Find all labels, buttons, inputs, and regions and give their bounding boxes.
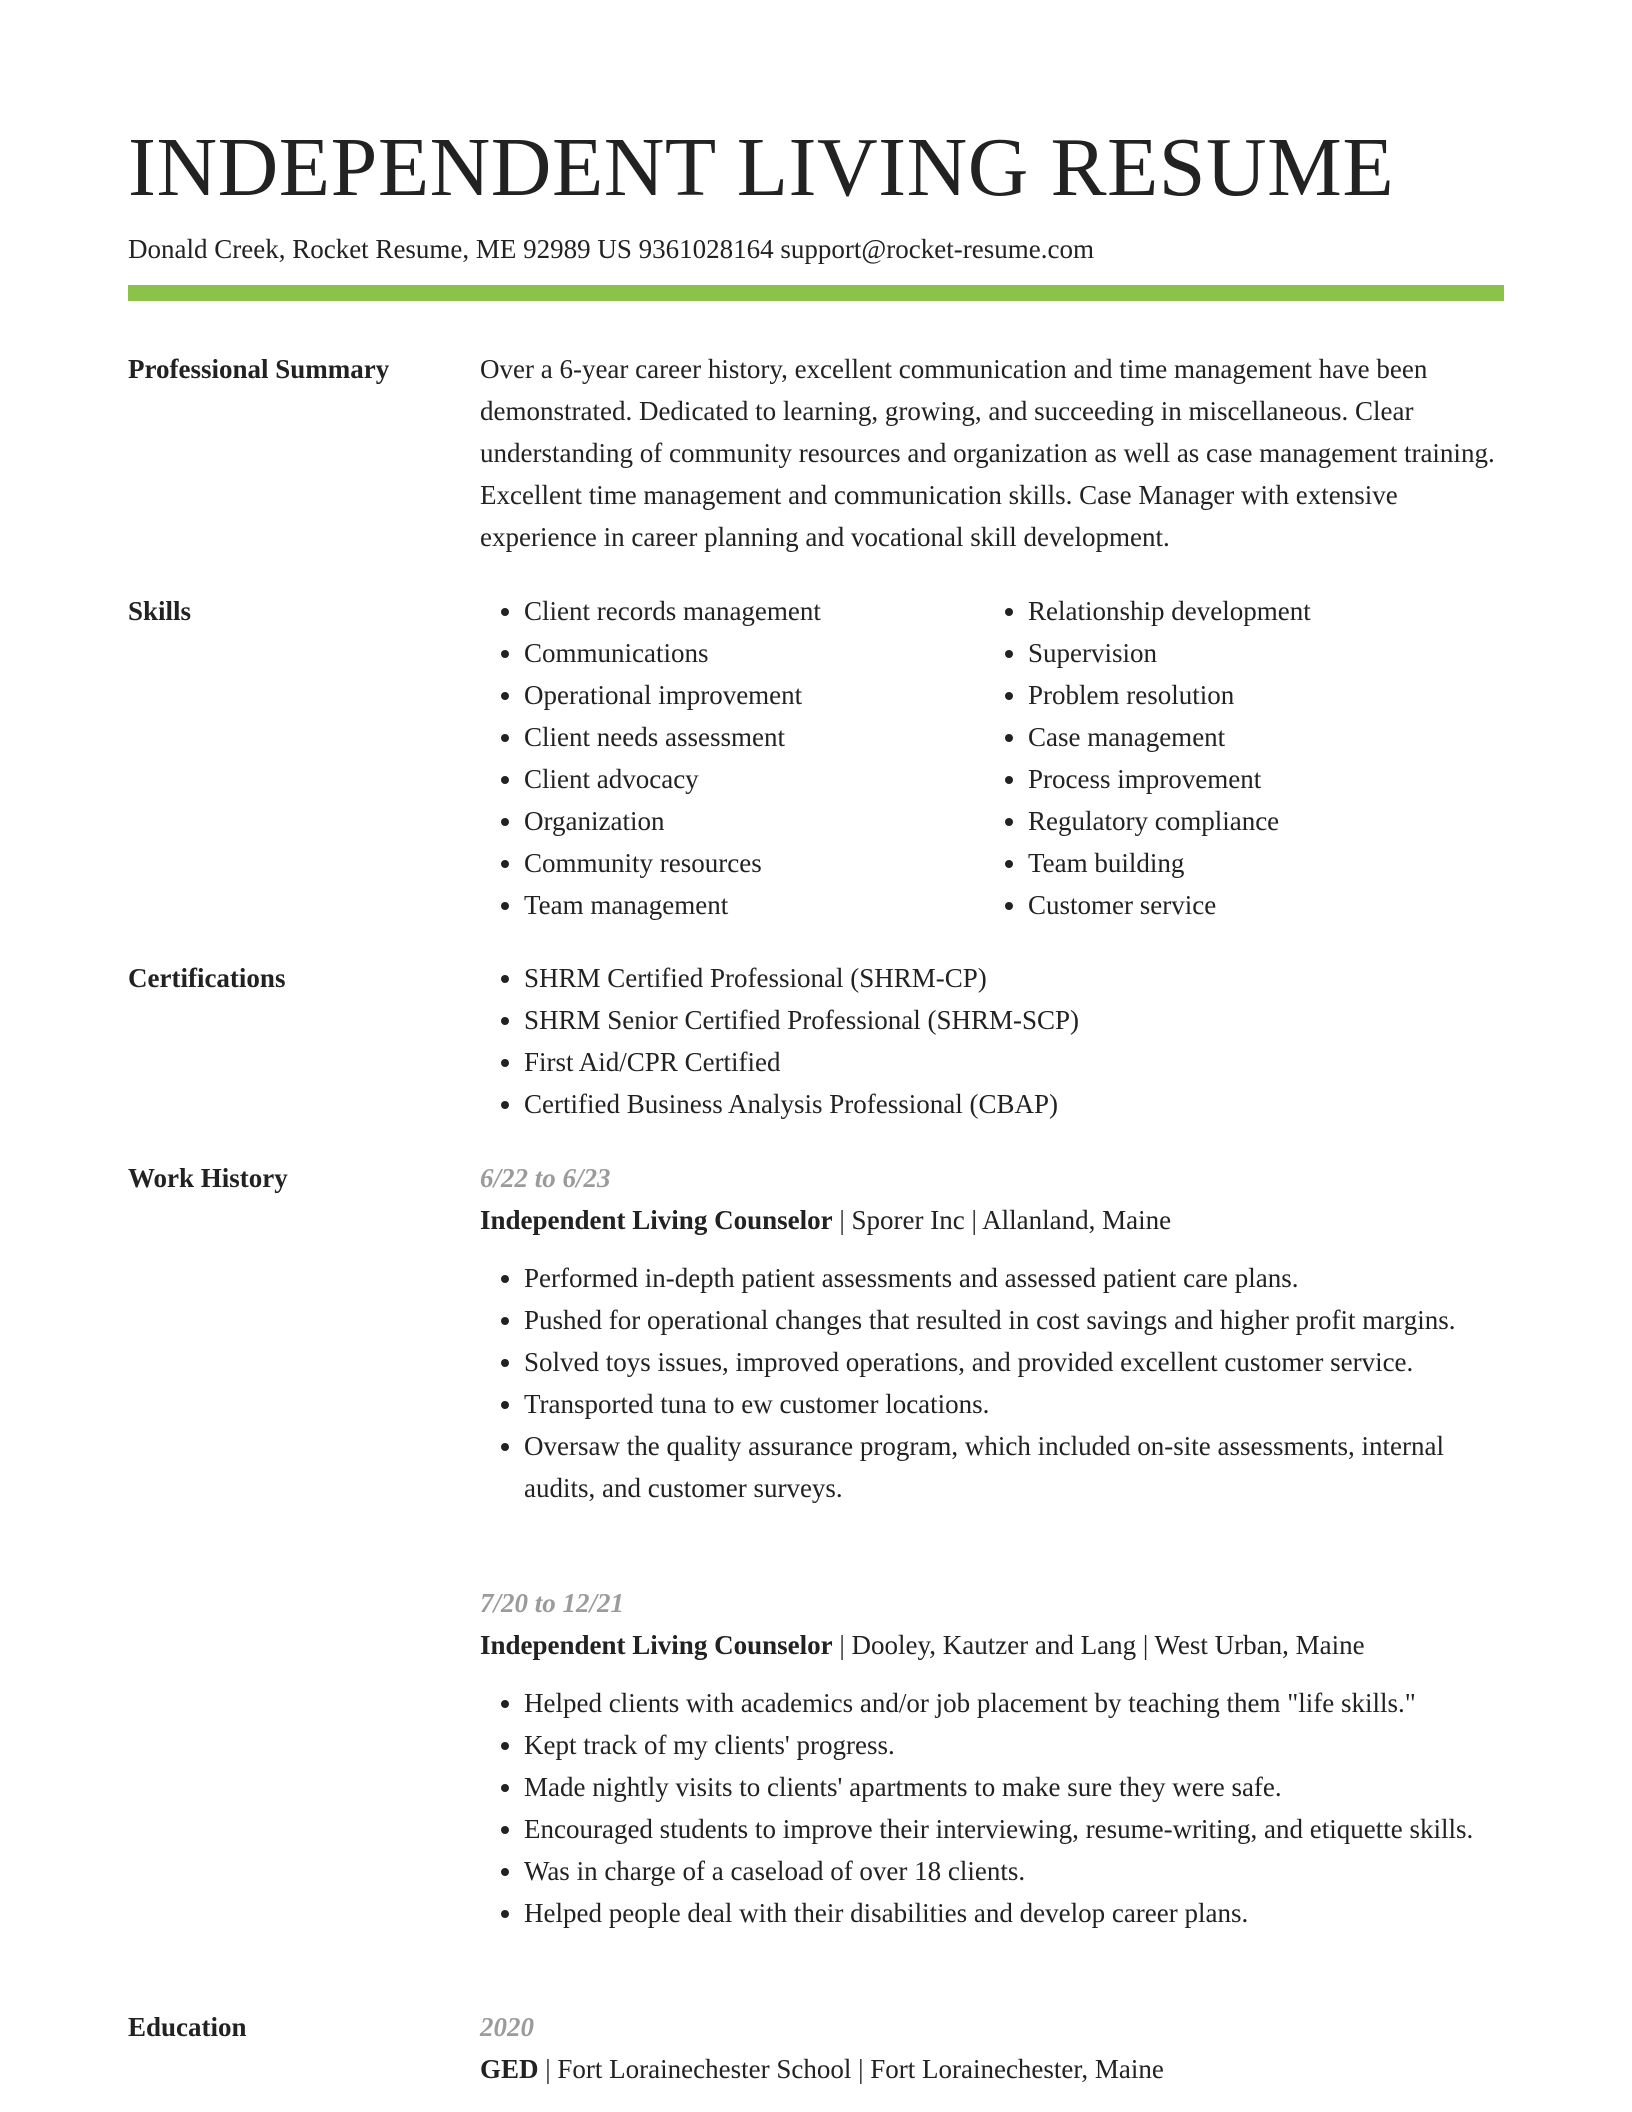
certification-item: • First Aid/CPR Certified [524, 1041, 1504, 1083]
resume-title: INDEPENDENT LIVING RESUME [128, 121, 1395, 214]
skill-item: • Supervision [1028, 632, 1488, 674]
certification-item: • Certified Business Analysis Professional (CBAP) [524, 1083, 1504, 1125]
job-bullets [480, 1682, 1504, 1934]
job-title-line [480, 1624, 1504, 1666]
summary-content [480, 348, 1504, 558]
skills-list-right [984, 590, 1488, 926]
accent-divider [128, 285, 1504, 301]
skill-item: • Organization [524, 800, 984, 842]
job-bullet: • Encouraged students to improve their interviewing, resume-writing, and etiquette skills. [524, 1808, 1504, 1850]
work-history-label: Work History [128, 1163, 288, 1193]
education-date: 2020 [480, 2012, 534, 2042]
job-bullet: • Made nightly visits to clients' apartments to make sure they were safe. [524, 1766, 1504, 1808]
skill-item: • Client advocacy [524, 758, 984, 800]
job-entry-1 [480, 1157, 1504, 1509]
job-dates: 6/22 to 6/23 [480, 1163, 611, 1193]
education-label: Education [128, 2012, 247, 2042]
skill-item: • Customer service [1028, 884, 1488, 926]
job-bullet: • Solved toys issues, improved operations, and provided excellent customer service. [524, 1341, 1504, 1383]
skill-item: • Operational improvement [524, 674, 984, 716]
certifications-label: Certifications [128, 963, 286, 993]
education-line [480, 2048, 1504, 2090]
skill-item: • Case management [1028, 716, 1488, 758]
certifications-list [480, 957, 1504, 1125]
job-bullet: • Kept track of my clients' progress. [524, 1724, 1504, 1766]
education-degree: GED [480, 2054, 539, 2084]
skill-item: • Process improvement [1028, 758, 1488, 800]
job-details: | Dooley, Kautzer and Lang | West Urban, Maine [832, 1630, 1365, 1660]
skill-item: • Regulatory compliance [1028, 800, 1488, 842]
skill-item: • Community resources [524, 842, 984, 884]
job-title: Independent Living Counselor [480, 1205, 833, 1235]
job-title: Independent Living Counselor [480, 1630, 833, 1660]
job-title-line [480, 1199, 1504, 1241]
job-bullets [480, 1257, 1504, 1509]
certification-item: • SHRM Certified Professional (SHRM-CP) [524, 957, 1504, 999]
job-bullet: • Helped clients with academics and/or job placement by teaching them "life skills." [524, 1682, 1504, 1724]
skill-item: • Team building [1028, 842, 1488, 884]
job-bullet: • Oversaw the quality assurance program, which included on-site assessments, internal audits, and customer surveys. [524, 1425, 1504, 1509]
job-bullet: • Was in charge of a caseload of over 18 clients. [524, 1850, 1504, 1892]
skill-item: • Problem resolution [1028, 674, 1488, 716]
job-bullet: • Pushed for operational changes that resulted in cost savings and higher profit margins. [524, 1299, 1504, 1341]
skill-item: • Team management [524, 884, 984, 926]
summary-label: Professional Summary [128, 354, 390, 384]
job-details: | Sporer Inc | Allanland, Maine [832, 1205, 1172, 1235]
skill-item: • Communications [524, 632, 984, 674]
skill-item: • Client records management [524, 590, 984, 632]
skills-columns [480, 590, 1504, 926]
skills-label: Skills [128, 596, 192, 626]
job-bullet: • Helped people deal with their disabilities and develop career plans. [524, 1892, 1504, 1934]
job-bullet: • Performed in-depth patient assessments and assessed patient care plans. [524, 1257, 1504, 1299]
education-content [480, 2006, 1504, 2090]
skill-item: • Relationship development [1028, 590, 1488, 632]
certifications-content [480, 957, 1504, 1125]
job-bullet: • Transported tuna to ew customer locations. [524, 1383, 1504, 1425]
education-details: | Fort Lorainechester School | Fort Lorainechester, Maine [538, 2054, 1164, 2084]
job-dates: 7/20 to 12/21 [480, 1588, 625, 1618]
summary-text: Over a 6-year career history, excellent communication and time management have been demonstrated. Dedicated to learning, growing, and succeeding in miscellaneous. Clear understanding of community resources and organization as well as case management training. Excellent time management and communication skills. Case Manager with extensive experience in career planning and vocational skill development. [480, 354, 1495, 552]
job-entry-2 [480, 1582, 1504, 1934]
certification-item: • SHRM Senior Certified Professional (SHRM-SCP) [524, 999, 1504, 1041]
skills-list-left [480, 590, 984, 926]
contact-info: Donald Creek, Rocket Resume, ME 92989 US 9361028164 support@rocket-resume.com [128, 234, 1094, 264]
skill-item: • Client needs assessment [524, 716, 984, 758]
